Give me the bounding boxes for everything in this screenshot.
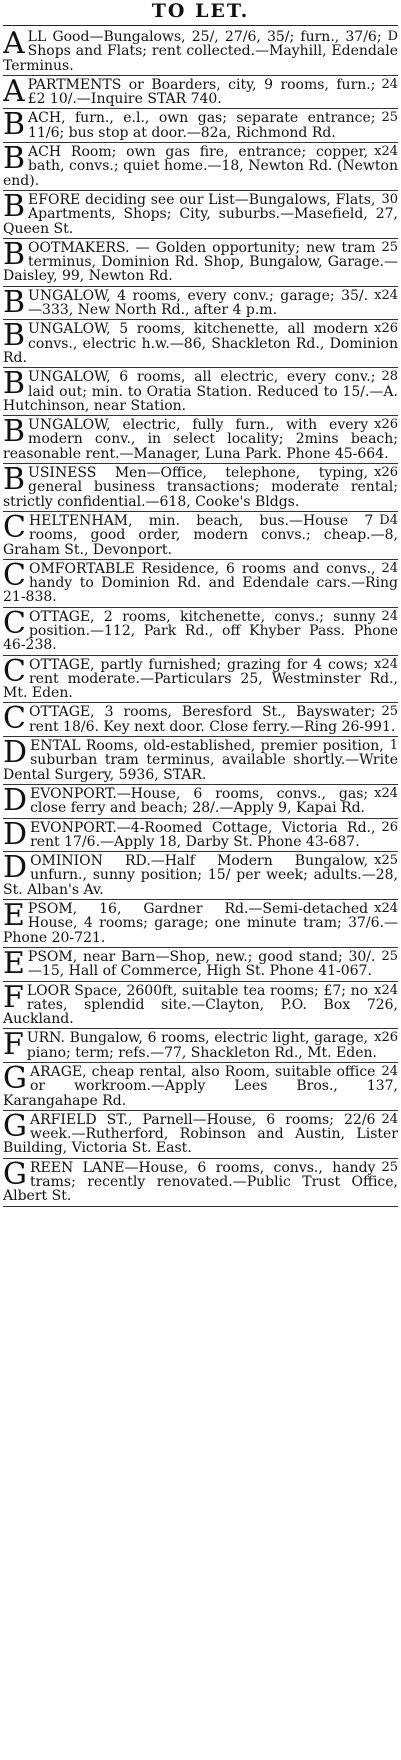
classified-ad	[3, 241, 398, 287]
classified-ad	[3, 984, 398, 1030]
drop-cap-initial: B	[3, 370, 26, 402]
ad-text: ACH, furn., e.l., own gas; separate entrance; 11/6; bus stop at door.—82a, Richmond Rd.	[28, 111, 376, 141]
ad-code: x26	[374, 1031, 398, 1046]
drop-cap-initial: D	[3, 786, 28, 818]
classified-ad	[3, 370, 398, 416]
ad-code: 24	[381, 1112, 398, 1127]
ad-text: HELTENHAM, min. beach, bus.—House 7 rooms, good order, modern convs.; cheap.—8, Graham St., Devonport.	[3, 513, 398, 558]
ad-text: UNGALOW, 5 rooms, kitchenette, all modern convs., electric h.w.—86, Shackleton Rd., Dominion Rd.	[3, 322, 398, 366]
ad-code: x26	[374, 466, 398, 481]
ad-text: OTTAGE, 2 rooms, kitchenette, convs.; sunny position.—112, Park Rd., off Khyber Pass. Phone 46-238.	[3, 609, 398, 654]
classified-ad	[3, 610, 398, 656]
drop-cap-initial: D	[3, 739, 28, 771]
drop-cap-initial: C	[3, 657, 26, 689]
drop-cap-initial: E	[3, 949, 25, 981]
ad-code: 24	[381, 561, 398, 576]
drop-cap-initial: D	[3, 820, 28, 852]
ad-code: x24	[374, 983, 398, 998]
classified-ad	[3, 1065, 398, 1111]
ad-text: EFORE deciding see our List—Bungalows, Flats, Apartments, Shops; City, suburbs.—Masefield, 27, Queen St.	[3, 192, 398, 237]
ad-code: x26	[374, 322, 398, 337]
classified-ad	[3, 902, 398, 948]
classified-ad	[3, 418, 398, 464]
drop-cap-initial: C	[3, 609, 26, 641]
drop-cap-initial: G	[3, 1160, 27, 1192]
drop-cap-initial: B	[3, 322, 26, 354]
ad-code: 24	[381, 1065, 398, 1079]
ad-text: OTTAGE, 3 rooms, Beresford St., Bayswater; rent 18/6. Key next door. Close ferry.—Ring 26-991.	[28, 705, 396, 735]
ad-code: 1	[389, 739, 398, 754]
ad-text: USINESS Men—Office, telephone, typing, general business transactions; moderate rental; strictly confidential.—618, Cooke's Bldgs.	[3, 466, 398, 510]
ad-text: PSOM, 16, Gardner Rd.—Semi-detached House, 4 rooms; garage; one minute tram; 37/6.—Phone 20-721.	[3, 902, 398, 946]
classified-ad	[3, 466, 398, 512]
ad-code: 25	[381, 240, 398, 255]
ad-text: LOOR Space, 2600ft, suitable tea rooms; £7; no rates, splendid site.—Clayton, P.O. Box 726, Auckland.	[3, 983, 398, 1028]
ad-text: OMFORTABLE Residence, 6 rooms and convs., handy to Dominion Rd. and Edendale cars.—Ring 21-838.	[3, 561, 398, 606]
ad-code: 25	[381, 705, 398, 720]
ad-text: URN. Bungalow, 6 rooms, electric light, garage, piano; term; refs.—77, Shackleton Rd., Mt. Eden.	[26, 1031, 377, 1061]
ad-text: EVONPORT.—4-Roomed Cottage, Victoria Rd., rent 17/6.—Apply 18, Darby St. Phone 43-687.	[30, 820, 376, 850]
ad-text: ARAGE, cheap rental, also Room, suitable office or workroom.—Apply Lees Bros., 137, Karangahape Rd.	[3, 1065, 398, 1109]
ad-code: x24	[374, 145, 398, 160]
drop-cap-initial: F	[3, 1031, 24, 1063]
classified-ad	[3, 821, 398, 853]
ad-text: PARTMENTS or Boarders, city, 9 rooms, furn.; £2 10/.—Inquire STAR 740.	[27, 77, 376, 108]
drop-cap-initial: G	[3, 1112, 27, 1144]
drop-cap-initial: D	[3, 854, 28, 886]
ad-code: x24	[374, 657, 398, 672]
ad-code: 30	[381, 192, 398, 207]
drop-cap-initial: C	[3, 561, 26, 593]
classified-ad	[3, 787, 398, 819]
classified-ad	[3, 111, 398, 143]
classified-ad	[3, 78, 398, 110]
classified-ad	[3, 1113, 398, 1159]
ad-code: 25	[381, 1160, 398, 1175]
drop-cap-initial: A	[3, 77, 25, 109]
drop-cap-initial: B	[3, 466, 26, 498]
classified-ad	[3, 322, 398, 368]
drop-cap-initial: E	[3, 902, 25, 934]
classified-ad	[3, 658, 398, 704]
drop-cap-initial: B	[3, 111, 26, 143]
classified-ad	[3, 193, 398, 239]
drop-cap-initial: C	[3, 513, 26, 545]
ad-text: UNGALOW, 4 rooms, every conv.; garage; 35/.—333, New North Rd., after 4 p.m.	[28, 288, 369, 319]
ad-code: 25	[381, 949, 398, 964]
classified-ad	[3, 30, 398, 76]
classified-ad	[3, 145, 398, 191]
ad-text: ENTAL Rooms, old-established, premier position, suburban tram terminus, available shortly.—Write Dental Surgery, 5936, STAR.	[3, 739, 398, 783]
heading-divider	[3, 25, 398, 26]
ad-code: 24	[381, 77, 398, 92]
drop-cap-initial: C	[3, 705, 26, 737]
ads-list	[3, 30, 398, 1209]
ad-text: OOTMAKERS. — Golden opportunity; new tram terminus, Dominion Rd. Shop, Bungalow, Garage.—Daisley, 99, Newton Rd.	[3, 240, 398, 285]
ad-code: x24	[374, 902, 398, 917]
drop-cap-initial: A	[3, 30, 25, 61]
classified-ad	[3, 950, 398, 982]
classified-ad	[3, 705, 398, 737]
ad-code: 25	[381, 111, 398, 126]
drop-cap-initial: B	[3, 240, 26, 272]
classified-ad	[3, 562, 398, 608]
ad-text: UNGALOW, 6 rooms, all electric, every conv.; laid out; min. to Oratia Station. Reduced to 15/.—A. Hutchinson, near Station.	[3, 370, 398, 414]
drop-cap-initial: B	[3, 145, 26, 177]
drop-cap-initial: G	[3, 1065, 27, 1096]
ad-code: x25	[374, 854, 398, 869]
ad-text: ACH Room; own gas fire, entrance; copper, bath, convs.; quiet home.—18, Newton Rd. (Newton end).	[3, 145, 398, 189]
ad-text: OMINION RD.—Half Modern Bungalow, unfurn., sunny position; 15/ per week; adults.—28, St. Alban's Av.	[3, 854, 398, 898]
ad-text: EVONPORT.—House, 6 rooms, convs., gas; close ferry and beach; 28/.—Apply 9, Kapai Rd.	[30, 786, 369, 817]
ad-code: 28	[381, 370, 398, 385]
ad-text: REEN LANE—House, 6 rooms, convs., handy trams; recently renovated.—Public Trust Office, Albert St.	[3, 1160, 398, 1205]
ad-text: PSOM, near Barn—Shop, new.; good stand; 30/.—15, Hall of Commerce, High St. Phone 41-067.	[27, 949, 376, 980]
ad-text: ARFIELD ST., Parnell—House, 6 rooms; 22/6 week.—Rutherford, Robinson and Austin, Lister Building, Victoria St. East.	[3, 1112, 398, 1157]
classified-ad	[3, 514, 398, 560]
drop-cap-initial: F	[3, 983, 24, 1015]
classified-ad	[3, 1161, 398, 1207]
ad-code: 24	[381, 609, 398, 624]
ad-text: UNGALOW, electric, fully furn., with every modern conv., in select locality; 2mins beach; reasonable rent.—Manager, Luna Park. Phone 45-664.	[3, 418, 398, 462]
ad-code: D4	[379, 513, 398, 528]
classified-ad	[3, 289, 398, 321]
classified-ad	[3, 1031, 398, 1063]
drop-cap-initial: B	[3, 288, 26, 320]
classified-ad	[3, 739, 398, 785]
classified-ad	[3, 854, 398, 900]
ad-code: 26	[381, 820, 398, 835]
ad-code: x26	[374, 418, 398, 433]
drop-cap-initial: B	[3, 192, 26, 224]
ad-text: LL Good—Bungalows, 25/, 27/6, 35/; furn., 37/6; Shops and Flats; rent collected.—Mayhill, Edendale Terminus.	[3, 30, 398, 74]
ad-code: x24	[374, 288, 398, 303]
drop-cap-initial: B	[3, 418, 26, 450]
ad-code: D	[387, 30, 398, 44]
section-heading: TO LET.	[151, 0, 250, 22]
ad-code: x24	[374, 786, 398, 801]
ad-text: OTTAGE, partly furnished; grazing for 4 cows; rent moderate.—Particulars 25, Westminster Rd., Mt. Eden.	[3, 657, 398, 702]
